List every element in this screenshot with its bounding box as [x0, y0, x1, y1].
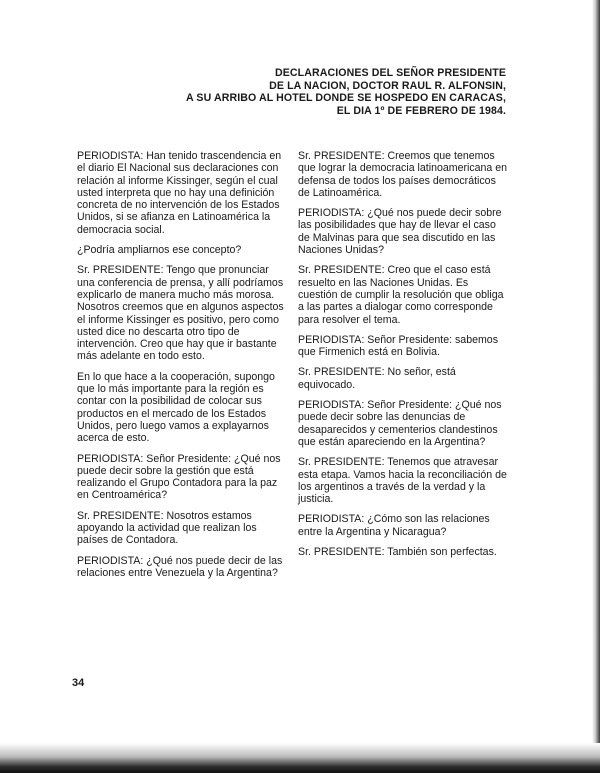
page-number: 34	[72, 677, 85, 689]
paragraph: PERIODISTA: ¿Cómo son las relaciones entre la Argentina y Nicaragua?	[298, 513, 490, 538]
paragraph: Sr. PRESIDENTE: Tenemos que atravesar esta etapa. Vamos hacia la reconciliación de los argentinos a través de la verdad y la justicia.	[298, 456, 507, 506]
paragraph: En lo que hace a la cooperación, supongo que lo más importante para la región es contar con la posibilidad de colocar sus productos en el mercado de los Estados Unidos, pero luego vamos a explayarnos acerca de esto.	[77, 370, 275, 445]
right-column	[298, 150, 510, 566]
paragraph: Sr. PRESIDENTE: Creo que el caso está resuelto en las Naciones Unidas. Es cuestión de cumplir la resolución que obliga a las partes a dialogar como corresponde para resolver el tema.	[298, 264, 504, 326]
left-column	[77, 150, 289, 587]
title-line: DE LA NACION, DOCTOR RAUL R. ALFONSIN,	[269, 79, 506, 92]
title-line: DECLARACIONES DEL SEÑOR PRESIDENTE	[275, 67, 506, 79]
paragraph: PERIODISTA: ¿Qué nos puede decir sobre las posibilidades que hay de llevar el caso de Malvinas para que sea discutido en las Naciones Unidas?	[298, 207, 502, 257]
paragraph: PERIODISTA: Han tenido trascendencia en el diario El Nacional sus declaraciones con relación al informe Kissinger, según el cual usted interpreta que no hay una definición concreta de no intervención de los Estados Unidos, si se afianza en Latinoamérica la democracia social.	[77, 150, 282, 236]
paragraph: Sr. PRESIDENTE: No señor, está equivocado.	[298, 366, 456, 391]
paragraph: Sr. PRESIDENTE: También son perfectas.	[298, 546, 497, 559]
paragraph: Sr. PRESIDENTE: Tengo que pronunciar una conferencia de prensa, y allí podríamos explicarlo de manera mucho más morosa. Nosotros creemos que en algunos aspectos el informe Kissinger es positivo, pero como usted dice no descarta otro tipo de intervención. Creo que hay que ir bastante más adelante en todo esto.	[77, 264, 284, 363]
paragraph: PERIODISTA: Señor Presidente: sabemos que Firmenich está en Bolivia.	[298, 333, 498, 359]
scan-edge-bottom	[0, 743, 600, 773]
paragraph: PERIODISTA: ¿Qué nos puede decir de las relaciones entre Venezuela y la Argentina?	[77, 554, 283, 579]
paragraph: ¿Podría ampliarnos ese concepto?	[77, 244, 242, 257]
page-title	[86, 67, 506, 117]
paragraph: PERIODISTA: Señor Presidente: ¿Qué nos puede decir sobre la gestión que está realizando el Grupo Contadora para la paz en Centroamérica?	[77, 452, 281, 502]
paragraph: PERIODISTA: Señor Presidente: ¿Qué nos puede decir sobre las denuncias de desaparecidos y cementerios clandestinos que están apareciendo en la Argentina?	[298, 399, 502, 448]
title-line: A SU ARRIBO AL HOTEL DONDE SE HOSPEDO EN CARACAS,	[186, 92, 506, 105]
scan-edge-right	[592, 0, 600, 773]
paragraph: Sr. PRESIDENTE: Creemos que tenemos que lograr la democracia latinoamericana en defensa de todos los países democráticos de Latinoamérica.	[298, 150, 508, 199]
title-line: EL DIA 1º DE FEBRERO DE 1984.	[336, 104, 506, 117]
paragraph: Sr. PRESIDENTE: Nosotros estamos apoyando la actividad que realizan los países de Contadora.	[77, 509, 257, 547]
